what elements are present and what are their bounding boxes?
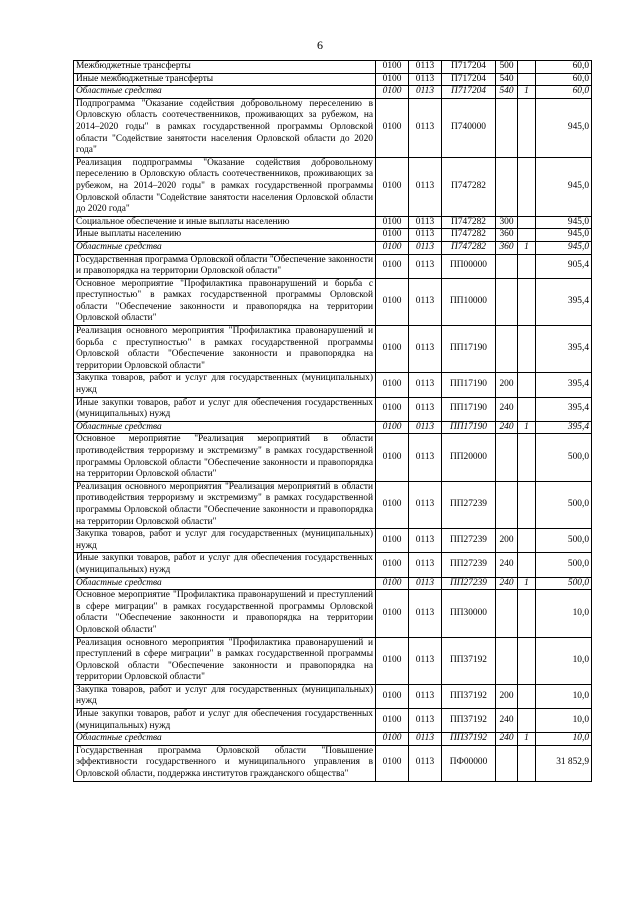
funding-source-cell: [518, 529, 536, 553]
row-name-cell: Закупка товаров, работ и услуг для государственных (муниципальных) нужд: [74, 529, 376, 553]
section-code-cell: 0100: [376, 421, 409, 434]
amount-cell: 60,0: [536, 73, 592, 86]
subsection-code-cell: 0113: [409, 553, 442, 577]
section-code-cell: 0100: [376, 529, 409, 553]
target-article-cell: П747282: [442, 216, 496, 229]
row-name-cell: Основное мероприятие "Профилактика правонарушений и преступлений в сфере миграции" в рамках государственной программы Орловской области "Обеспечение законности и правопорядка на территории Орловской области": [74, 590, 376, 637]
row-name-cell: Закупка товаров, работ и услуг для государственных (муниципальных) нужд: [74, 373, 376, 397]
row-name-cell: Реализация подпрограммы "Оказание содействия добровольному переселению в Орловскую область соотечественников, проживающих за рубежом, на 2014–2020 годы" в рамках государственной программы Орловской области "Содействие занятости населения Орловской области до 2020 года": [74, 157, 376, 216]
amount-cell: 905,4: [536, 254, 592, 278]
amount-cell: 395,4: [536, 326, 592, 373]
target-article-cell: ПП00000: [442, 254, 496, 278]
section-code-cell: 0100: [376, 241, 409, 254]
section-code-cell: 0100: [376, 326, 409, 373]
subsection-code-cell: 0113: [409, 709, 442, 733]
target-article-cell: ПП37192: [442, 733, 496, 746]
funding-source-cell: [518, 98, 536, 157]
row-name-cell: Иные закупки товаров, работ и услуг для обеспечения государственных (муниципальных) нужд: [74, 397, 376, 421]
amount-cell: 395,4: [536, 278, 592, 325]
section-code-cell: 0100: [376, 86, 409, 99]
amount-cell: 60,0: [536, 86, 592, 99]
amount-cell: 945,0: [536, 98, 592, 157]
expense-type-cell: 240: [496, 733, 518, 746]
funding-source-cell: 1: [518, 733, 536, 746]
expense-type-cell: 240: [496, 397, 518, 421]
target-article-cell: П747282: [442, 157, 496, 216]
subsection-code-cell: 0113: [409, 529, 442, 553]
funding-source-cell: [518, 637, 536, 684]
amount-cell: 10,0: [536, 684, 592, 708]
subsection-code-cell: 0113: [409, 684, 442, 708]
subsection-code-cell: 0113: [409, 733, 442, 746]
target-article-cell: ПП27239: [442, 577, 496, 590]
expense-type-cell: [496, 278, 518, 325]
target-article-cell: ПП37192: [442, 709, 496, 733]
table-row: [74, 733, 592, 746]
table-row: [74, 745, 592, 781]
subsection-code-cell: 0113: [409, 421, 442, 434]
amount-cell: 945,0: [536, 216, 592, 229]
table-row: [74, 481, 592, 528]
expense-type-cell: 360: [496, 241, 518, 254]
section-code-cell: 0100: [376, 709, 409, 733]
target-article-cell: ПП10000: [442, 278, 496, 325]
target-article-cell: ПП27239: [442, 481, 496, 528]
section-code-cell: 0100: [376, 157, 409, 216]
funding-source-cell: [518, 684, 536, 708]
target-article-cell: П717204: [442, 73, 496, 86]
funding-source-cell: 1: [518, 86, 536, 99]
section-code-cell: 0100: [376, 254, 409, 278]
expense-type-cell: [496, 254, 518, 278]
expense-type-cell: [496, 98, 518, 157]
section-code-cell: 0100: [376, 733, 409, 746]
subsection-code-cell: 0113: [409, 216, 442, 229]
funding-source-cell: 1: [518, 241, 536, 254]
subsection-code-cell: 0113: [409, 745, 442, 781]
subsection-code-cell: 0113: [409, 434, 442, 481]
table-row: [74, 709, 592, 733]
table-row: [74, 229, 592, 242]
funding-source-cell: 1: [518, 421, 536, 434]
row-name-cell: Иные межбюджетные трансферты: [74, 73, 376, 86]
target-article-cell: ПП17190: [442, 397, 496, 421]
section-code-cell: 0100: [376, 481, 409, 528]
target-article-cell: ПП17190: [442, 326, 496, 373]
section-code-cell: 0100: [376, 590, 409, 637]
amount-cell: 500,0: [536, 434, 592, 481]
amount-cell: 500,0: [536, 481, 592, 528]
funding-source-cell: [518, 434, 536, 481]
table-row: [74, 86, 592, 99]
expense-type-cell: [496, 481, 518, 528]
section-code-cell: 0100: [376, 216, 409, 229]
table-row: [74, 278, 592, 325]
funding-source-cell: [518, 229, 536, 242]
row-name-cell: Реализация основного мероприятия "Профилактика правонарушений и преступлений в сфере миграции" в рамках государственной программы Орловской области "Обеспечение законности и правопорядка на территории Орловской области": [74, 637, 376, 684]
row-name-cell: Основное мероприятие "Профилактика правонарушений и борьба с преступностью" в рамках государственной программы Орловской области "Обеспечение законности и правопорядка на территории Орловской области": [74, 278, 376, 325]
amount-cell: 395,4: [536, 397, 592, 421]
row-name-cell: Областные средства: [74, 86, 376, 99]
table-row: [74, 397, 592, 421]
funding-source-cell: [518, 397, 536, 421]
amount-cell: 395,4: [536, 373, 592, 397]
target-article-cell: ПФ00000: [442, 745, 496, 781]
funding-source-cell: [518, 216, 536, 229]
amount-cell: 500,0: [536, 529, 592, 553]
target-article-cell: П717204: [442, 86, 496, 99]
target-article-cell: П717204: [442, 61, 496, 74]
expense-type-cell: 360: [496, 229, 518, 242]
subsection-code-cell: 0113: [409, 481, 442, 528]
row-name-cell: Иные выплаты населению: [74, 229, 376, 242]
amount-cell: 31 852,9: [536, 745, 592, 781]
row-name-cell: Реализация основного мероприятия "Профилактика правонарушений и борьба с преступностью" в рамках государственной программы Орловской области "Обеспечение законности и правопорядка на территории Орловской области": [74, 326, 376, 373]
table-row: [74, 553, 592, 577]
expense-type-cell: 240: [496, 553, 518, 577]
target-article-cell: П747282: [442, 229, 496, 242]
expense-type-cell: 500: [496, 61, 518, 74]
section-code-cell: 0100: [376, 577, 409, 590]
row-name-cell: Областные средства: [74, 733, 376, 746]
page-number: 6: [317, 38, 323, 52]
target-article-cell: ПП17190: [442, 421, 496, 434]
amount-cell: 10,0: [536, 733, 592, 746]
expense-type-cell: 300: [496, 216, 518, 229]
subsection-code-cell: 0113: [409, 577, 442, 590]
subsection-code-cell: 0113: [409, 373, 442, 397]
funding-source-cell: 1: [518, 577, 536, 590]
subsection-code-cell: 0113: [409, 98, 442, 157]
section-code-cell: 0100: [376, 73, 409, 86]
section-code-cell: 0100: [376, 397, 409, 421]
table-row: [74, 684, 592, 708]
row-name-cell: Подпрограмма "Оказание содействия добровольному переселению в Орловскую область соотечественников, проживающих за рубежом, на 2014–2020 годы" в рамках государственной программы Орловской области "Содействие занятости населения Орловской области до 2020 года": [74, 98, 376, 157]
table-row: [74, 254, 592, 278]
funding-source-cell: [518, 326, 536, 373]
amount-cell: 395,4: [536, 421, 592, 434]
row-name-cell: Социальное обеспечение и иные выплаты населению: [74, 216, 376, 229]
target-article-cell: ПП20000: [442, 434, 496, 481]
expense-type-cell: 240: [496, 577, 518, 590]
expense-type-cell: 240: [496, 421, 518, 434]
row-name-cell: Реализация основного мероприятия "Реализация мероприятий в области противодействия терроризму и экстремизму" в рамках государственной программы Орловской области "Обеспечение законности и правопорядка на территории Орловской области": [74, 481, 376, 528]
table-row: [74, 241, 592, 254]
table-row: [74, 216, 592, 229]
budget-table: [73, 60, 592, 782]
amount-cell: 10,0: [536, 590, 592, 637]
funding-source-cell: [518, 553, 536, 577]
funding-source-cell: [518, 254, 536, 278]
subsection-code-cell: 0113: [409, 241, 442, 254]
expense-type-cell: 200: [496, 529, 518, 553]
subsection-code-cell: 0113: [409, 397, 442, 421]
subsection-code-cell: 0113: [409, 229, 442, 242]
target-article-cell: ПП27239: [442, 553, 496, 577]
table-row: [74, 590, 592, 637]
subsection-code-cell: 0113: [409, 278, 442, 325]
expense-type-cell: 200: [496, 373, 518, 397]
funding-source-cell: [518, 481, 536, 528]
amount-cell: 500,0: [536, 553, 592, 577]
expense-type-cell: 540: [496, 86, 518, 99]
funding-source-cell: [518, 278, 536, 325]
amount-cell: 500,0: [536, 577, 592, 590]
section-code-cell: 0100: [376, 278, 409, 325]
subsection-code-cell: 0113: [409, 590, 442, 637]
row-name-cell: Закупка товаров, работ и услуг для государственных (муниципальных) нужд: [74, 684, 376, 708]
row-name-cell: Областные средства: [74, 577, 376, 590]
funding-source-cell: [518, 157, 536, 216]
amount-cell: 945,0: [536, 241, 592, 254]
funding-source-cell: [518, 590, 536, 637]
row-name-cell: Областные средства: [74, 241, 376, 254]
expense-type-cell: 540: [496, 73, 518, 86]
subsection-code-cell: 0113: [409, 73, 442, 86]
row-name-cell: Областные средства: [74, 421, 376, 434]
table-row: [74, 61, 592, 74]
expense-type-cell: [496, 590, 518, 637]
table-row: [74, 157, 592, 216]
table-row: [74, 98, 592, 157]
target-article-cell: ПП27239: [442, 529, 496, 553]
target-article-cell: ПП30000: [442, 590, 496, 637]
expense-type-cell: 200: [496, 684, 518, 708]
expense-type-cell: [496, 326, 518, 373]
section-code-cell: 0100: [376, 434, 409, 481]
section-code-cell: 0100: [376, 373, 409, 397]
subsection-code-cell: 0113: [409, 637, 442, 684]
subsection-code-cell: 0113: [409, 61, 442, 74]
section-code-cell: 0100: [376, 553, 409, 577]
table-row: [74, 434, 592, 481]
table-row: [74, 326, 592, 373]
expense-type-cell: [496, 745, 518, 781]
target-article-cell: П747282: [442, 241, 496, 254]
section-code-cell: 0100: [376, 98, 409, 157]
amount-cell: 10,0: [536, 637, 592, 684]
table-row: [74, 73, 592, 86]
funding-source-cell: [518, 61, 536, 74]
subsection-code-cell: 0113: [409, 326, 442, 373]
row-name-cell: Основное мероприятие "Реализация мероприятий в области противодействия терроризму и экстремизму" в рамках государственной программы Орловской области "Обеспечение законности и правопорядка на территории Орловской области": [74, 434, 376, 481]
amount-cell: 60,0: [536, 61, 592, 74]
target-article-cell: П740000: [442, 98, 496, 157]
section-code-cell: 0100: [376, 745, 409, 781]
amount-cell: 945,0: [536, 157, 592, 216]
table-row: [74, 421, 592, 434]
section-code-cell: 0100: [376, 637, 409, 684]
amount-cell: 10,0: [536, 709, 592, 733]
row-name-cell: Межбюджетные трансферты: [74, 61, 376, 74]
target-article-cell: ПП17190: [442, 373, 496, 397]
row-name-cell: Государственная программа Орловской области "Повышение эффективности государственного и муниципального управления в Орловской области, поддержка институтов гражданского общества": [74, 745, 376, 781]
table-row: [74, 529, 592, 553]
expense-type-cell: 240: [496, 709, 518, 733]
funding-source-cell: [518, 709, 536, 733]
row-name-cell: Иные закупки товаров, работ и услуг для обеспечения государственных (муниципальных) нужд: [74, 709, 376, 733]
table-row: [74, 637, 592, 684]
row-name-cell: Государственная программа Орловской области "Обеспечение законности и правопорядка на территории Орловской области": [74, 254, 376, 278]
section-code-cell: 0100: [376, 61, 409, 74]
budget-table-body: [74, 61, 592, 782]
subsection-code-cell: 0113: [409, 86, 442, 99]
subsection-code-cell: 0113: [409, 157, 442, 216]
subsection-code-cell: 0113: [409, 254, 442, 278]
amount-cell: 945,0: [536, 229, 592, 242]
funding-source-cell: [518, 73, 536, 86]
expense-type-cell: [496, 637, 518, 684]
expense-type-cell: [496, 434, 518, 481]
funding-source-cell: [518, 373, 536, 397]
funding-source-cell: [518, 745, 536, 781]
table-row: [74, 373, 592, 397]
row-name-cell: Иные закупки товаров, работ и услуг для обеспечения государственных (муниципальных) нужд: [74, 553, 376, 577]
table-row: [74, 577, 592, 590]
target-article-cell: ПП37192: [442, 684, 496, 708]
section-code-cell: 0100: [376, 229, 409, 242]
section-code-cell: 0100: [376, 684, 409, 708]
expense-type-cell: [496, 157, 518, 216]
target-article-cell: ПП37192: [442, 637, 496, 684]
